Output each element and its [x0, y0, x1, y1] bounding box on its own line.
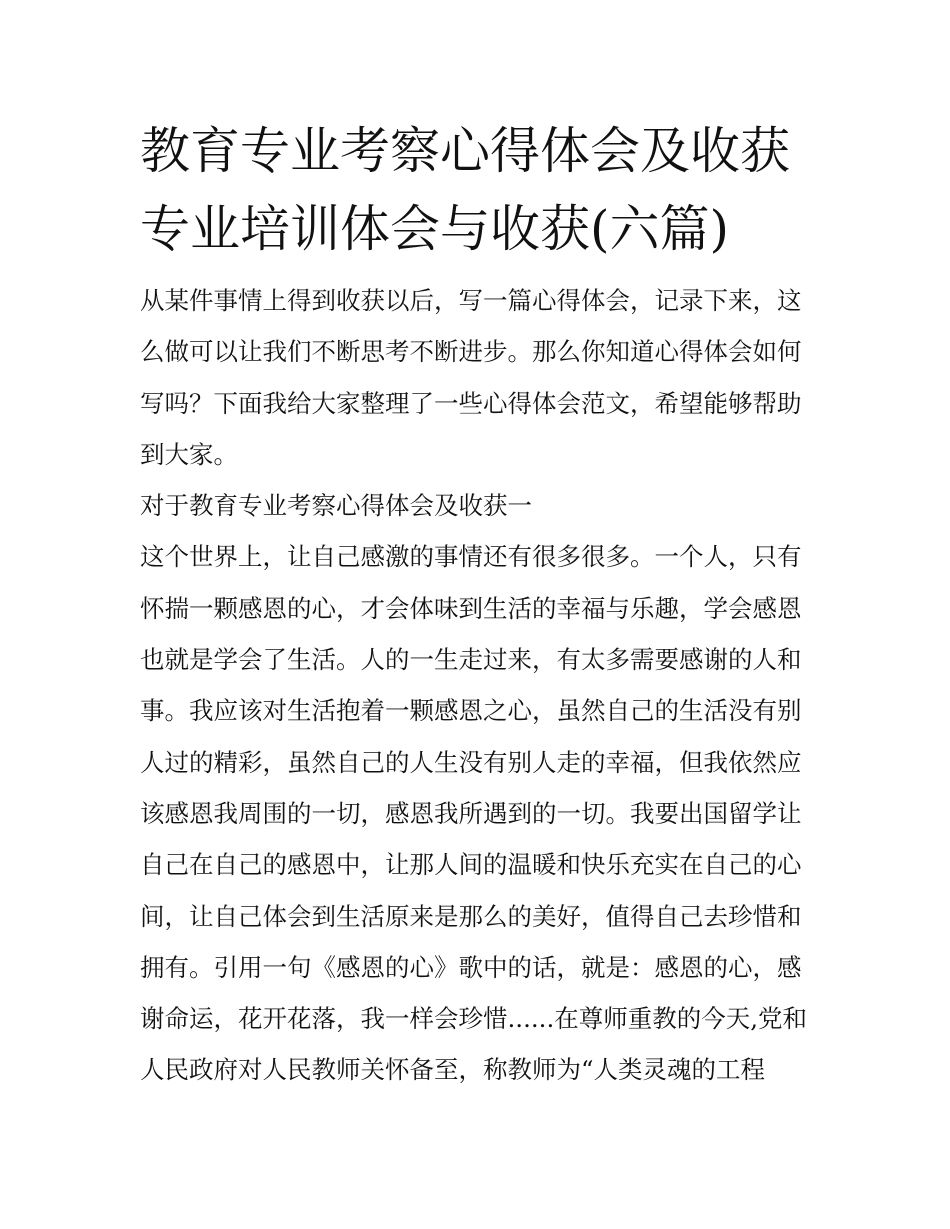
title-line: 教育专业考察心得体会及收获 [140, 122, 790, 180]
paragraph-line: 人过的精彩，虽然自己的人生没有别人走的幸福，但我依然应 [140, 747, 802, 777]
document-body [140, 275, 820, 1096]
paragraph-line: 自己在自己的感恩中，让那人间的温暖和快乐充实在自己的心 [140, 850, 802, 880]
paragraph-line: 事。我应该对生活抱着一颗感恩之心，虽然自己的生活没有别 [140, 696, 802, 726]
intro-line: 从某件事情上得到收获以后，写一篇心得体会，记录下来，这 [140, 286, 802, 315]
paragraph-line: 谢命运，花开花落，我一样会珍惜......在尊师重教的今天,党和 [140, 1004, 808, 1034]
document-title [140, 112, 820, 268]
paragraph-line: 拥有。引用一句《感恩的心》歌中的话，就是：感恩的心，感 [140, 952, 802, 982]
paragraph-line: 怀揣一颗感恩的心，才会体味到生活的幸福与乐趣，学会感恩 [140, 593, 802, 623]
intro-line: 么做可以让我们不断思考不断进步。那么你知道心得体会如何 [140, 337, 802, 367]
paragraph-line: 该感恩我周围的一切，感恩我所遇到的一切。我要出国留学让 [140, 798, 802, 828]
paragraph-line: 这个世界上，让自己感激的事情还有很多很多。一个人，只有 [140, 542, 802, 572]
section-heading: 对于教育专业考察心得体会及收获一 [140, 491, 532, 521]
paragraph-line: 也就是学会了生活。人的一生走过来，有太多需要感谢的人和 [140, 645, 802, 675]
intro-line: 写吗？下面我给大家整理了一些心得体会范文，希望能够帮助 [140, 388, 802, 418]
intro-line: 到大家。 [140, 439, 238, 469]
paragraph-line: 间，让自己体会到生活原来是那么的美好，值得自己去珍惜和 [140, 901, 802, 931]
title-line: 专业培训体会与收获(六篇) [140, 200, 730, 258]
paragraph-line: 人民政府对人民教师关怀备至，称教师为“人类灵魂的工程 [140, 1055, 766, 1085]
